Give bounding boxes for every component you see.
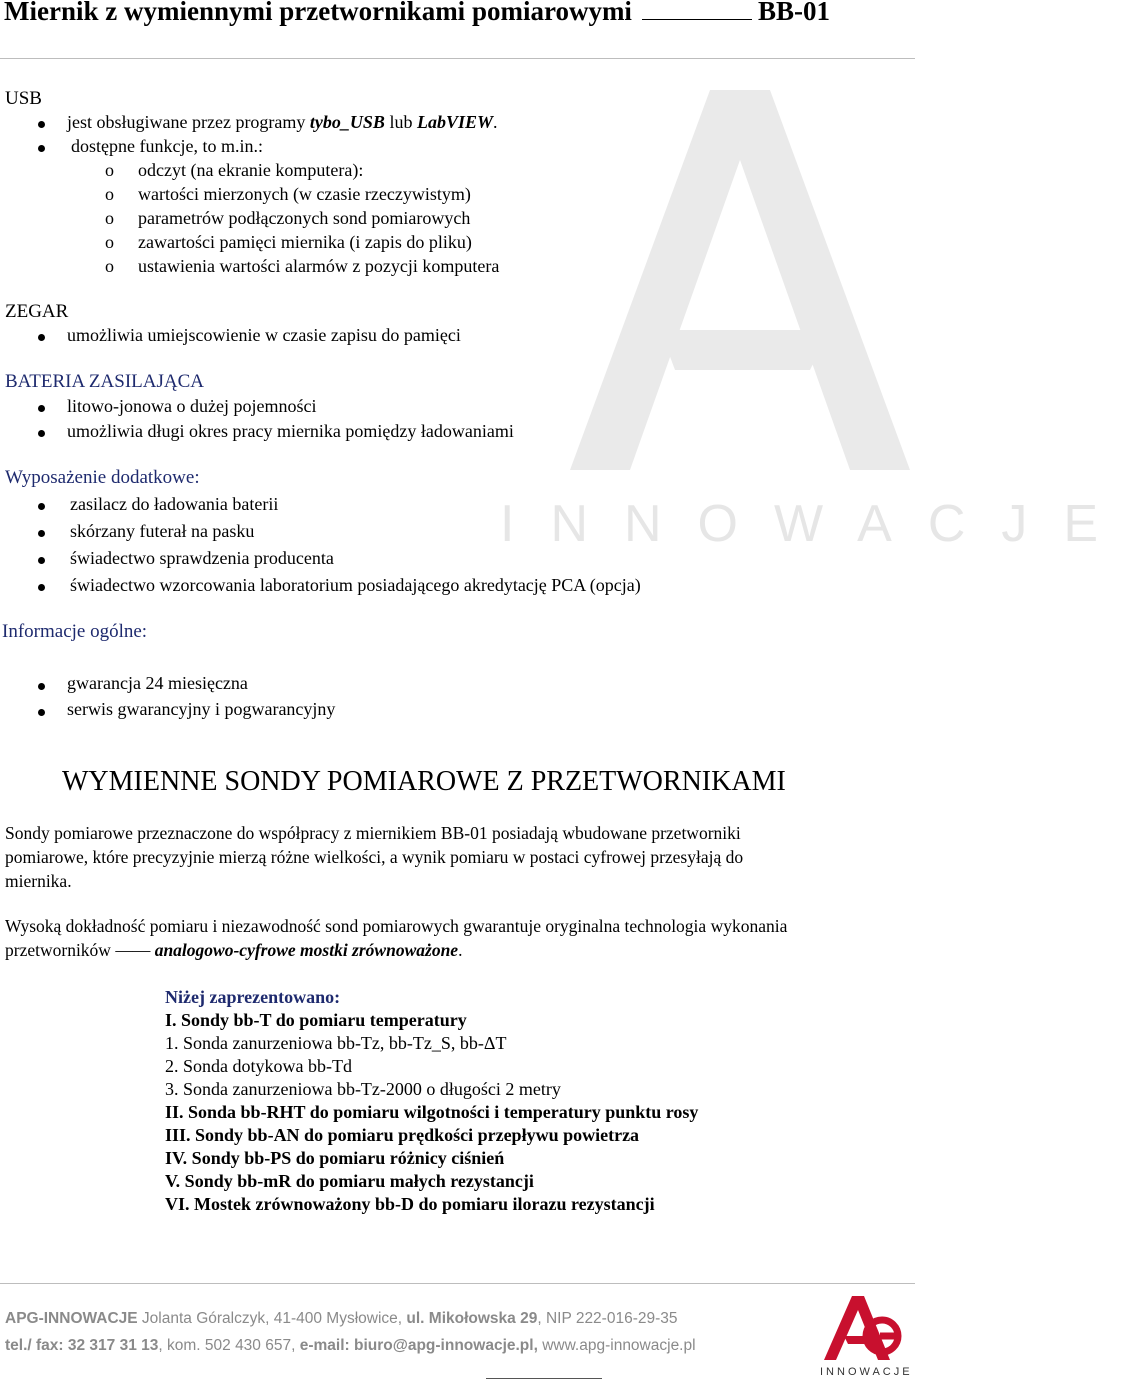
bateria-item: umożliwia długi okres pracy miernika pomiędzy ładowaniami <box>67 421 514 441</box>
usb-heading: USB <box>5 88 42 109</box>
list-item: 3. Sonda zanurzeniowa bb-Tz-2000 o długości 2 metry <box>165 1079 561 1099</box>
bullet <box>38 121 45 128</box>
paragraph-line: pomiarowe, które precyzyjnie mierzą różne wielkości, a wynik pomiaru w postaci cyfrowej przesyłają do <box>5 847 744 867</box>
title-divider <box>0 58 915 59</box>
list-heading: V. Sondy bb-mR do pomiaru małych rezystancji <box>165 1171 534 1191</box>
usb-item-functions: dostępne funkcje, to m.in.: <box>71 136 263 156</box>
bullet <box>38 530 45 537</box>
list-heading: III. Sondy bb-AN do pomiaru prędkości przepływu powietrza <box>165 1125 640 1145</box>
usb-sub-item: odczyt (na ekranie komputera): <box>138 160 364 180</box>
sub-bullet: o <box>105 256 114 276</box>
footer-address: APG-INNOWACJE Jolanta Góralczyk, 41-400 Mysłowice, ul. Mikołowska 29, NIP 222-016-29-35 <box>5 1310 678 1327</box>
watermark-logo <box>510 70 940 495</box>
zegar-item: umożliwia umiejscowienie w czasie zapisu do pamięci <box>67 325 461 345</box>
sub-bullet: o <box>105 208 114 228</box>
website-link[interactable]: www.apg-innowacje.pl <box>537 1337 696 1354</box>
sub-bullet: o <box>105 160 114 180</box>
paragraph-line: przetworników —— analogowo-cyfrowe mostki zrównoważone. <box>5 940 463 960</box>
usb-sub-item: ustawienia wartości alarmów z pozycji komputera <box>138 256 500 276</box>
footer-rule <box>486 1378 602 1379</box>
bullet <box>38 405 45 412</box>
zegar-heading: ZEGAR <box>5 301 69 322</box>
list-item: 2. Sonda dotykowa bb-Td <box>165 1056 352 1076</box>
bullet <box>38 683 45 690</box>
wyposazenie-item: świadectwo sprawdzenia producenta <box>70 548 334 568</box>
list-heading: II. Sonda bb-RHT do pomiaru wilgotności i temperatury punktu rosy <box>165 1102 699 1122</box>
sub-bullet: o <box>105 232 114 252</box>
usb-sub-item: zawartości pamięci miernika (i zapis do pliku) <box>138 232 472 252</box>
wyposazenie-item: zasilacz do ładowania baterii <box>70 494 279 514</box>
wyposazenie-heading: Wyposażenie dodatkowe: <box>5 467 200 488</box>
logo-wordmark: INNOWACJE <box>820 1366 913 1378</box>
section-heading: WYMIENNE SONDY POMIAROWE Z PRZETWORNIKAMI <box>62 766 786 797</box>
bullet <box>38 584 45 591</box>
informacje-item: serwis gwarancyjny i pogwarancyjny <box>67 699 336 719</box>
list-item: 1. Sonda zanurzeniowa bb-Tz, bb-Tz_S, bb-ΔT <box>165 1033 507 1053</box>
wyposazenie-item: skórzany futerał na pasku <box>70 521 255 541</box>
informacje-heading: Informacje ogólne: <box>2 621 148 642</box>
paragraph-line: Sondy pomiarowe przeznaczone do współpracy z miernikiem BB-01 posiadają wbudowane przetworniki <box>5 823 741 843</box>
usb-item-programs: jest obsługiwane przez programy tybo_USB lub LabVIEW. <box>67 112 498 132</box>
wyposazenie-item: świadectwo wzorcowania laboratorium posiadającego akredytację PCA (opcja) <box>70 575 641 595</box>
bullet <box>38 430 45 437</box>
usb-sub-item: parametrów podłączonych sond pomiarowych <box>138 208 471 228</box>
watermark-text: INNOWACJE <box>500 495 1134 553</box>
list-heading: I. Sondy bb-T do pomiaru temperatury <box>165 1010 467 1030</box>
list-intro: Niżej zaprezentowano: <box>165 987 341 1007</box>
list-heading: VI. Mostek zrównoważony bb-D do pomiaru ilorazu rezystancji <box>165 1194 655 1214</box>
bullet <box>38 557 45 564</box>
bullet <box>38 145 45 152</box>
informacje-item: gwarancja 24 miesięczna <box>67 673 248 693</box>
footer-contact: tel./ fax: 32 317 31 13, kom. 502 430 657, e-mail: biuro@apg-innowacje.pl, www.apg-innowacje.pl <box>5 1337 696 1354</box>
paragraph-line: miernika. <box>5 871 72 891</box>
bateria-heading: BATERIA ZASILAJĄCA <box>5 371 204 392</box>
usb-sub-item: wartości mierzonych (w czasie rzeczywistym) <box>138 184 471 204</box>
paragraph-line: Wysoką dokładność pomiaru i niezawodność sond pomiarowych gwarantuje oryginalna technologia wykonania <box>5 916 788 936</box>
page-title: Miernik z wymiennymi przetwornikami pomiarowymi BB-01 <box>4 0 830 26</box>
list-heading: IV. Sondy bb-PS do pomiaru różnicy ciśnień <box>165 1148 505 1168</box>
footer-divider <box>0 1283 915 1284</box>
bullet <box>38 709 45 716</box>
bateria-item: litowo-jonowa o dużej pojemności <box>67 396 317 416</box>
sub-bullet: o <box>105 184 114 204</box>
bullet <box>38 503 45 510</box>
bullet <box>38 334 45 341</box>
